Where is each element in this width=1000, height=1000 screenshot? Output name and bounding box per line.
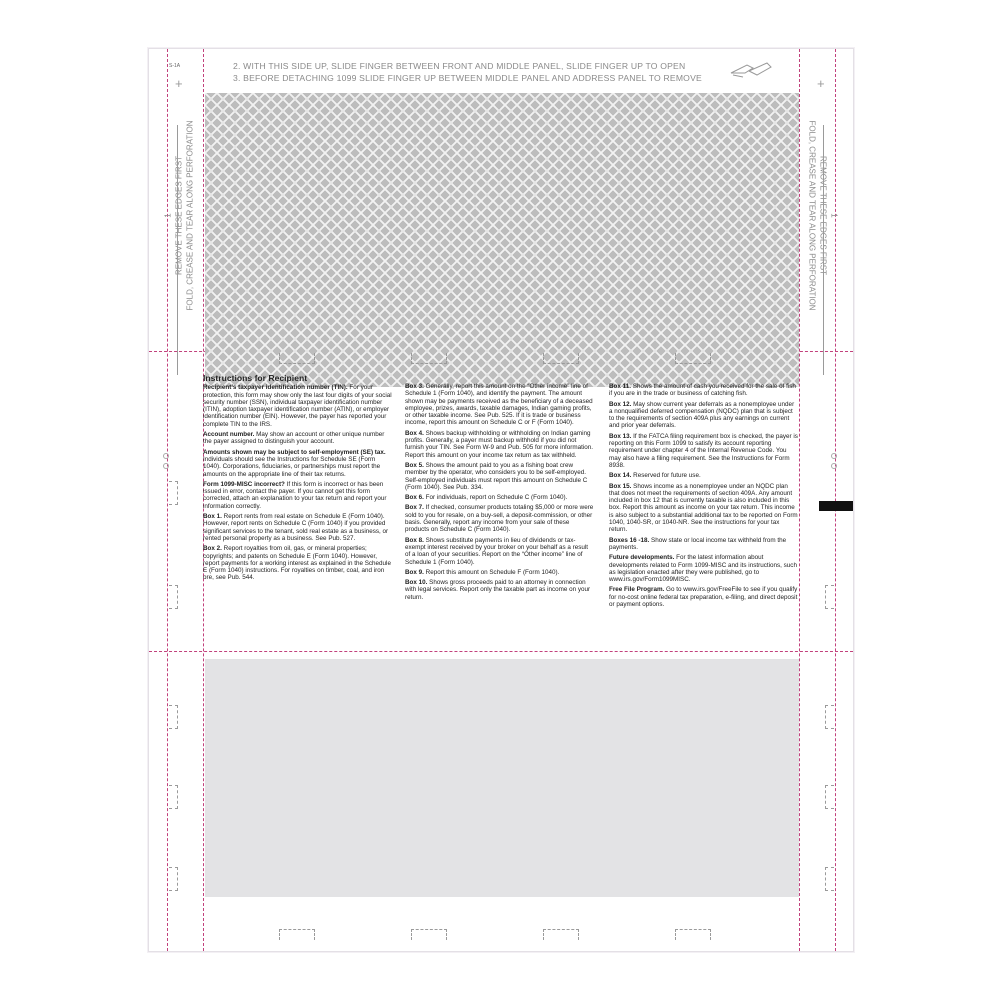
remove-edges-text: REMOVE THESE EDGES FIRST [818, 156, 828, 275]
registration-mark-icon: + [817, 76, 825, 91]
side-tear-tab [169, 585, 178, 609]
instruction-paragraph: Box 5. Shows the amount paid to you as a fishing boat crew member by the operator, who considers you to be self-employed. Self-employed individuals must report this amount on Schedule C (Form 1040). See Pub. 334. [405, 461, 588, 491]
side-tear-tab [169, 867, 178, 891]
recipient-instructions [203, 375, 799, 651]
instruction-step-2: 2. WITH THIS SIDE UP, SLIDE FINGER BETWEEN FRONT AND MIDDLE PANEL, SLIDE FINGER UP TO OPEN [233, 61, 686, 71]
arrow-line-icon [177, 125, 178, 375]
instruction-paragraph: Box 1. Report rents from real estate on Schedule E (Form 1040). However, report rents on Schedule C (Form 1040) if you provided significant services to the tenant, sold real estate as a business, or rented personal property as a business. See Pub. 527. [203, 513, 389, 542]
side-tear-tab [825, 867, 834, 891]
instruction-paragraph: Recipient’s taxpayer identification number (TIN). For your protection, this form may show only the last four digits of your social security number (SSN), individual taxpayer identification number (ITIN), adoption taxpayer identification number (ATIN), or employer identification number (EIN). However, the payer has reported your complete TIN to the IRS. [203, 384, 392, 428]
scan-marker [819, 501, 853, 511]
tear-tab [675, 353, 711, 364]
address-panel [205, 659, 799, 897]
instruction-paragraph: Box 11. Shows the amount of cash you received for the sale of fish if you are in the trade or business of catching fish. [609, 383, 796, 398]
registration-mark-icon: + [175, 76, 183, 91]
tear-tab [675, 929, 711, 940]
lower-fold-perforation [149, 651, 853, 652]
instructions-column-2 [405, 383, 595, 604]
form-code: S-1A [169, 63, 181, 69]
punch-hole-icon [163, 463, 169, 469]
tear-tab [411, 929, 447, 940]
left-edge-instructions [163, 116, 196, 316]
instruction-paragraph: Box 8. Shows substitute payments in lieu of dividends or tax-exempt interest received by your broker on your behalf as a result of a loan of your securities. Report on the “Other income” line of Schedule 1 (Form 1040). [405, 536, 589, 566]
punch-hole-icon [163, 453, 169, 459]
side-tear-tab [825, 785, 834, 809]
side-tear-tab [825, 705, 834, 729]
right-inner-perforation [799, 49, 800, 951]
step-number: 1 [829, 213, 839, 218]
step-number: 1 [163, 213, 173, 218]
remove-edges-text: REMOVE THESE EDGES FIRST [174, 156, 184, 275]
fold-crease-text: FOLD, CREASE AND TEAR ALONG PERFORATION [185, 120, 195, 311]
form-sheet [148, 48, 854, 952]
arrow-line-icon [823, 125, 824, 375]
side-tear-tab [169, 785, 178, 809]
side-tear-tab [825, 585, 834, 609]
tear-tab [543, 929, 579, 940]
punch-hole-icon [831, 463, 837, 469]
instruction-paragraph: Box 3. Generally, report this amount on the “Other income” line of Schedule 1 (Form 1040), and identify the payment. The amount shown may be payments received as the beneficiary of a deceased employee, prizes, awards, taxable damages, Indian gaming profits, or other taxable income. See Pub. 525. If it is trade or business income, report this amount on Schedule C or F (Form 1040). [405, 383, 593, 427]
instruction-paragraph: Box 12. May show current year deferrals as a nonemployee under a nonqualified deferred compensation (NQDC) plan that is subject to the requirements of section 409A plus any earnings on current and prior year deferrals. [609, 400, 795, 430]
instruction-paragraph: Box 6. For individuals, report on Schedule C (Form 1040). [405, 494, 568, 502]
instruction-paragraph: Box 15. Shows income as a nonemployee under an NQDC plan that does not meet the requirements of section 409A. Any amount included in box 12 that is currently taxable is also included in this box. Report this amount as income on your tax return. This income is also subject to a substantial additional tax to be reported on Form 1040, 1040-SR, or 1040-NR. See the instructions for your tax return. [609, 482, 798, 534]
instruction-paragraph: Box 13. If the FATCA filing requirement box is checked, the payer is reporting on this Form 1099 to satisfy its account reporting requirement under chapter 4 of the Internal Revenue Code. You may also have a filing requirement. See the Instructions for Form 8938. [609, 432, 798, 469]
security-pattern-panel [205, 93, 799, 387]
instruction-paragraph: Box 14. Reserved for future use. [609, 472, 701, 480]
instruction-paragraph: Box 9. Report this amount on Schedule F (Form 1040). [405, 568, 560, 576]
side-tear-tab [169, 481, 178, 505]
tear-tab [279, 929, 315, 940]
tear-tab [411, 353, 447, 364]
punch-hole-icon [831, 453, 837, 459]
instructions-title: Instructions for Recipient [203, 373, 308, 383]
instruction-paragraph: Boxes 16 -18. Show state or local income tax withheld from the payments. [609, 536, 787, 551]
fold-crease-text: FOLD, CREASE AND TEAR ALONG PERFORATION [807, 120, 817, 311]
slide-finger-icon [727, 59, 773, 81]
instructions-column-3 [609, 383, 799, 611]
instruction-paragraph: Free File Program. Go to www.irs.gov/FreeFile to see if you qualify for no-cost online federal tax preparation, e-filing, and direct deposit or payment options. [609, 586, 798, 609]
instruction-paragraph: Form 1099-MISC incorrect? If this form is incorrect or has been issued in error, contact the payer. If you cannot get this form corrected, attach an explanation to your tax return and report your information correctly. [203, 480, 387, 510]
side-tear-tab [169, 705, 178, 729]
instruction-paragraph: Box 4. Shows backup withholding or withholding on Indian gaming profits. Generally, a payer must backup withhold if you did not furnish your TIN. See Form W-9 and Pub. 505 for more information. Report this amount on your income tax return as tax withheld. [405, 429, 594, 459]
instruction-paragraph: Future developments. For the latest information about developments related to Form 1099-MISC and its instructions, such as legislation enacted after they were published, go to www.irs.gov/Form1099MISC. [609, 554, 797, 584]
instruction-step-3: 3. BEFORE DETACHING 1099 SLIDE FINGER UP BETWEEN MIDDLE PANEL AND ADDRESS PANEL TO REMOVE [233, 73, 702, 83]
instruction-paragraph: Box 2. Report royalties from oil, gas, or mineral properties; copyrights; and patents on Schedule E (Form 1040). However, report payments for a working interest as explained in the Schedule E (Form 1040) instructions. For royalties on timber, coal, and iron ore, see Pub. 544. [203, 545, 391, 582]
instruction-paragraph: Amounts shown may be subject to self-employment (SE) tax. Individuals should see the Instructions for Schedule SE (Form 1040). Corporations, fiduciaries, or partnerships must report the amounts on the appropriate line of their tax returns. [203, 448, 386, 478]
tear-tab [543, 353, 579, 364]
instruction-paragraph: Box 10. Shows gross proceeds paid to an attorney in connection with legal services. Report only the taxable part as income on your return. [405, 579, 591, 601]
instruction-paragraph: Box 7. If checked, consumer products totaling $5,000 or more were sold to you for resale, on a buy-sell, a deposit-commission, or other basis. Generally, report any income from your sale of these products on Schedule C (Form 1040). [405, 504, 594, 534]
instructions-column-1 [203, 375, 393, 585]
instruction-paragraph: Account number. May show an account or other unique number the payer assigned to distinguish your account. [203, 431, 385, 446]
tear-tab [279, 353, 315, 364]
